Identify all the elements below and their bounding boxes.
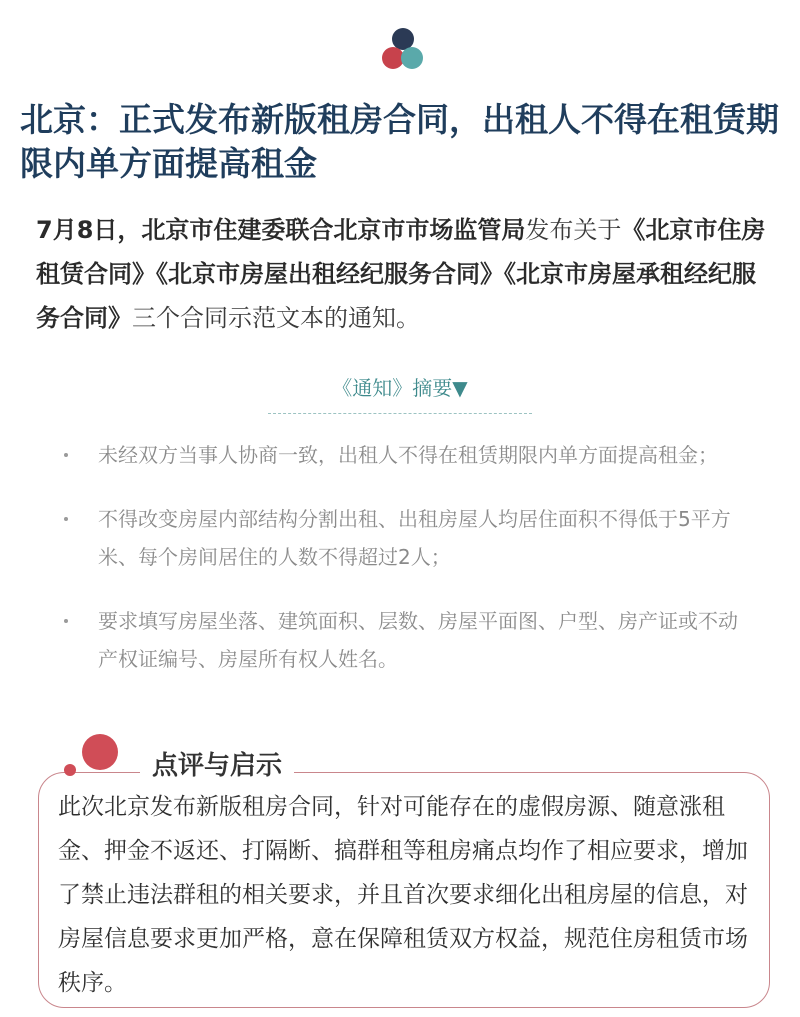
summary-item (58, 436, 738, 474)
review-decor-circle-icon (82, 734, 118, 770)
intro-text-3: 三个合同示范文本的通知。 (132, 304, 420, 332)
intro-text-1: 发布关于 (525, 216, 622, 244)
intro-paragraph (36, 208, 766, 340)
logo-circle-navy (392, 28, 414, 50)
review-text: 此次北京发布新版租房合同，针对可能存在的虚假房源、随意涨租金、押金不返还、打隔断、搞群租等租房痛点均作了相应要求，增加了禁止违法群租的相关要求，并且首次要求细化出租房屋的信息，对房屋信息要求更加严格，意在保障租赁双方权益，规范住房租赁市场秩序。 (58, 794, 748, 996)
intro-contract-names: 《北京市住房租赁合同》《北京市房屋出租经纪服务合同》《北京市房屋承租经纪服务合同》 (36, 216, 766, 332)
bullet-dot-icon (64, 619, 68, 623)
summary-item-text: 未经双方当事人协商一致，出租人不得在租赁期限内单方面提高租金； (98, 443, 718, 467)
logo-circle-red (382, 47, 404, 69)
bullet-dot-icon (64, 517, 68, 521)
review-decor-dot-icon (64, 764, 76, 776)
summary-divider (268, 413, 532, 414)
logo-circle-teal (401, 47, 423, 69)
summary-item-text: 不得改变房屋内部结构分割出租、出租房屋人均居住面积不得低于5平方米、每个房间居住的人数不得超过2人； (98, 507, 731, 569)
summary-heading: 《通知》摘要▼ (332, 376, 468, 400)
bullet-dot-icon (64, 453, 68, 457)
three-circles-logo-icon (378, 26, 428, 72)
summary-list (58, 436, 738, 704)
article-title: 北京：正式发布新版租房合同，出租人不得在租赁期限内单方面提高租金 (20, 100, 779, 183)
review-title: 点评与启示 (140, 749, 294, 783)
summary-item-text: 要求填写房屋坐落、建筑面积、层数、房屋平面图、户型、房产证或不动产权证编号、房屋所有权人姓名。 (98, 609, 738, 671)
summary-item (58, 500, 738, 576)
summary-item (58, 602, 738, 678)
intro-lead: 7月8日，北京市住建委联合北京市市场监管局 (36, 216, 526, 244)
